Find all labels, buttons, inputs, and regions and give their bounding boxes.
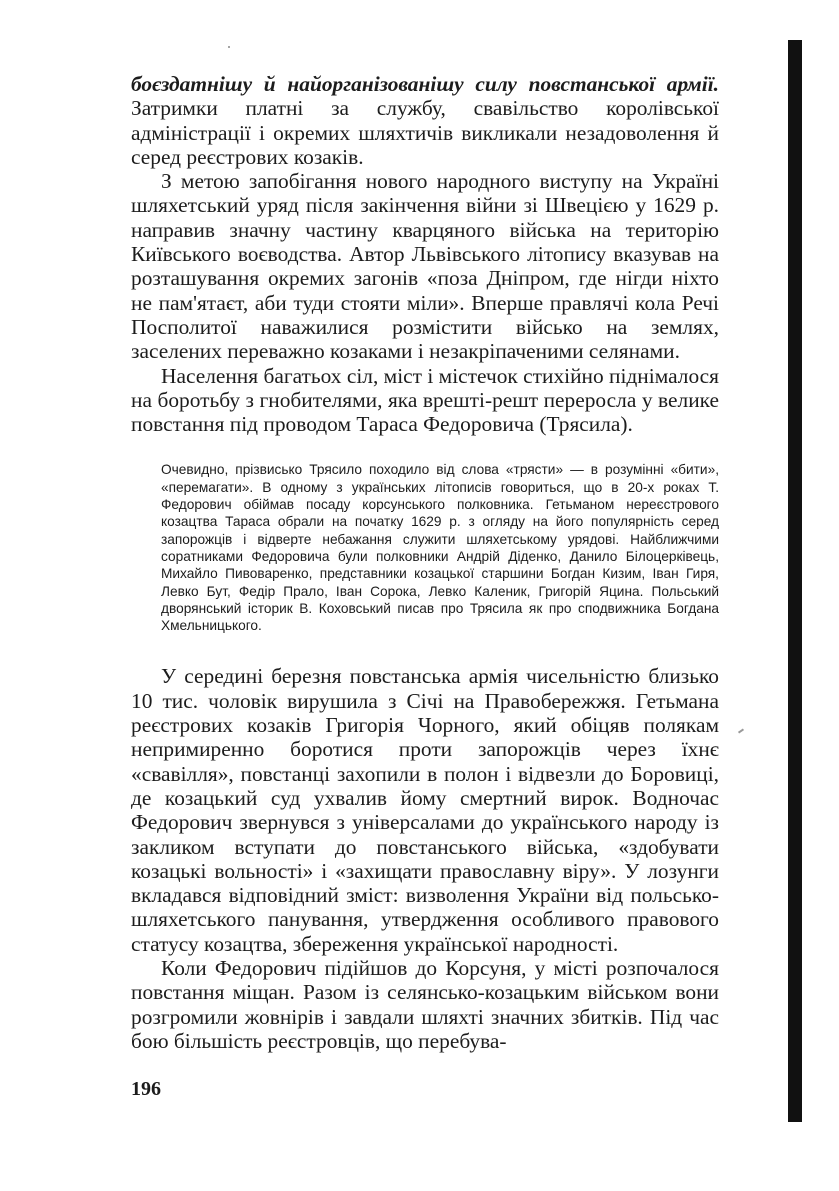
page-edge-shadow [788, 40, 802, 1122]
margin-mark [738, 728, 744, 733]
paragraph-2: З метою запобігання нового народного виступу на Україні шляхетський уряд після закінчення війни зі Швецією у 1629 р. направив значну частину кварцяного війська на територію Київського воєводства. Автор Львівського літопису вказував на розташування окремих загонів «поза Дніпром, где нігди ніхто не пам'ятаєт, аби туди стояти міли». Вперше правлячі кола Речі Посполитої наважилися розмістити військо на землях, заселених переважно козаками і незакріпаченими селянами. [131, 169, 719, 364]
scan-speck [228, 46, 230, 48]
footnote: Очевидно, прізвисько Трясило походило від слова «трясти» — в розумінні «бити», «перемагати». В одному з українських літописів говориться, що в 20-х роках Т. Федорович обіймав посаду корсунського полковника. Гетьманом нереєстрового козацтва Тараса обрали на початку 1629 р. з огляду на його популярність серед запорожців і відверте небажання служити шляхетському урядові. Найближчими соратниками Федоровича були полковники Андрій Діденко, Данило Білоцерківець, Михайло Пивоваренко, представники козацької старшини Богдан Кизим, Іван Гиря, Левко Бут, Федір Прало, Іван Сорока, Левко Каленик, Григорій Яцина. Польський дворянський історик В. Коховський писав про Трясила як про сподвижника Богдана Хмельницького. [161, 462, 719, 634]
page-number: 196 [131, 1078, 161, 1100]
paragraph-1-text: Затримки платні за службу, свавільство королівської адміністрації і окремих шляхтичів викликали незадоволення й серед реєстрових козаків. [131, 96, 719, 169]
paragraph-1-lead: боєздатнішу й найорганізованішу силу повстанської армії. [131, 72, 719, 96]
paragraph-3: Населення багатьох сіл, міст і містечок стихійно піднімалося на боротьбу з гнобителями, яка врешті-решт переросла у велике повстання під проводом Тараса Федоровича (Трясила). [131, 363, 719, 437]
paragraph-1 [131, 72, 719, 169]
paragraph-4: У середині березня повстанська армія чисельністю близько 10 тис. чоловік вирушила з Січі на Правобережжя. Гетьмана реєстрових козаків Григорія Чорного, який обіцяв полякам непримиренно боротися проти запорожців через їхнє «свавілля», повстанці захопили в полон і відвезли до Боровиці, де козацький суд ухвалив йому смертний вирок. Водночас Федорович звернувся з універсалами до українського народу із закликом вступати до повстанського війська, «здобувати козацькі вольності» і «захищати православну віру». У лозунги вкладався відповідний зміст: визволення України від польсько-шляхетського панування, утвердження особливого правового статусу козацтва, збереження української народності. [131, 664, 719, 956]
page-body [131, 72, 719, 1053]
paragraph-5: Коли Федорович підійшов до Корсуня, у місті розпочалося повстання міщан. Разом із селянсько-козацьким військом вони розгромили жовнірів і завдали шляхті значних збитків. Під час бою більшість реєстровців, що перебува- [131, 955, 719, 1053]
